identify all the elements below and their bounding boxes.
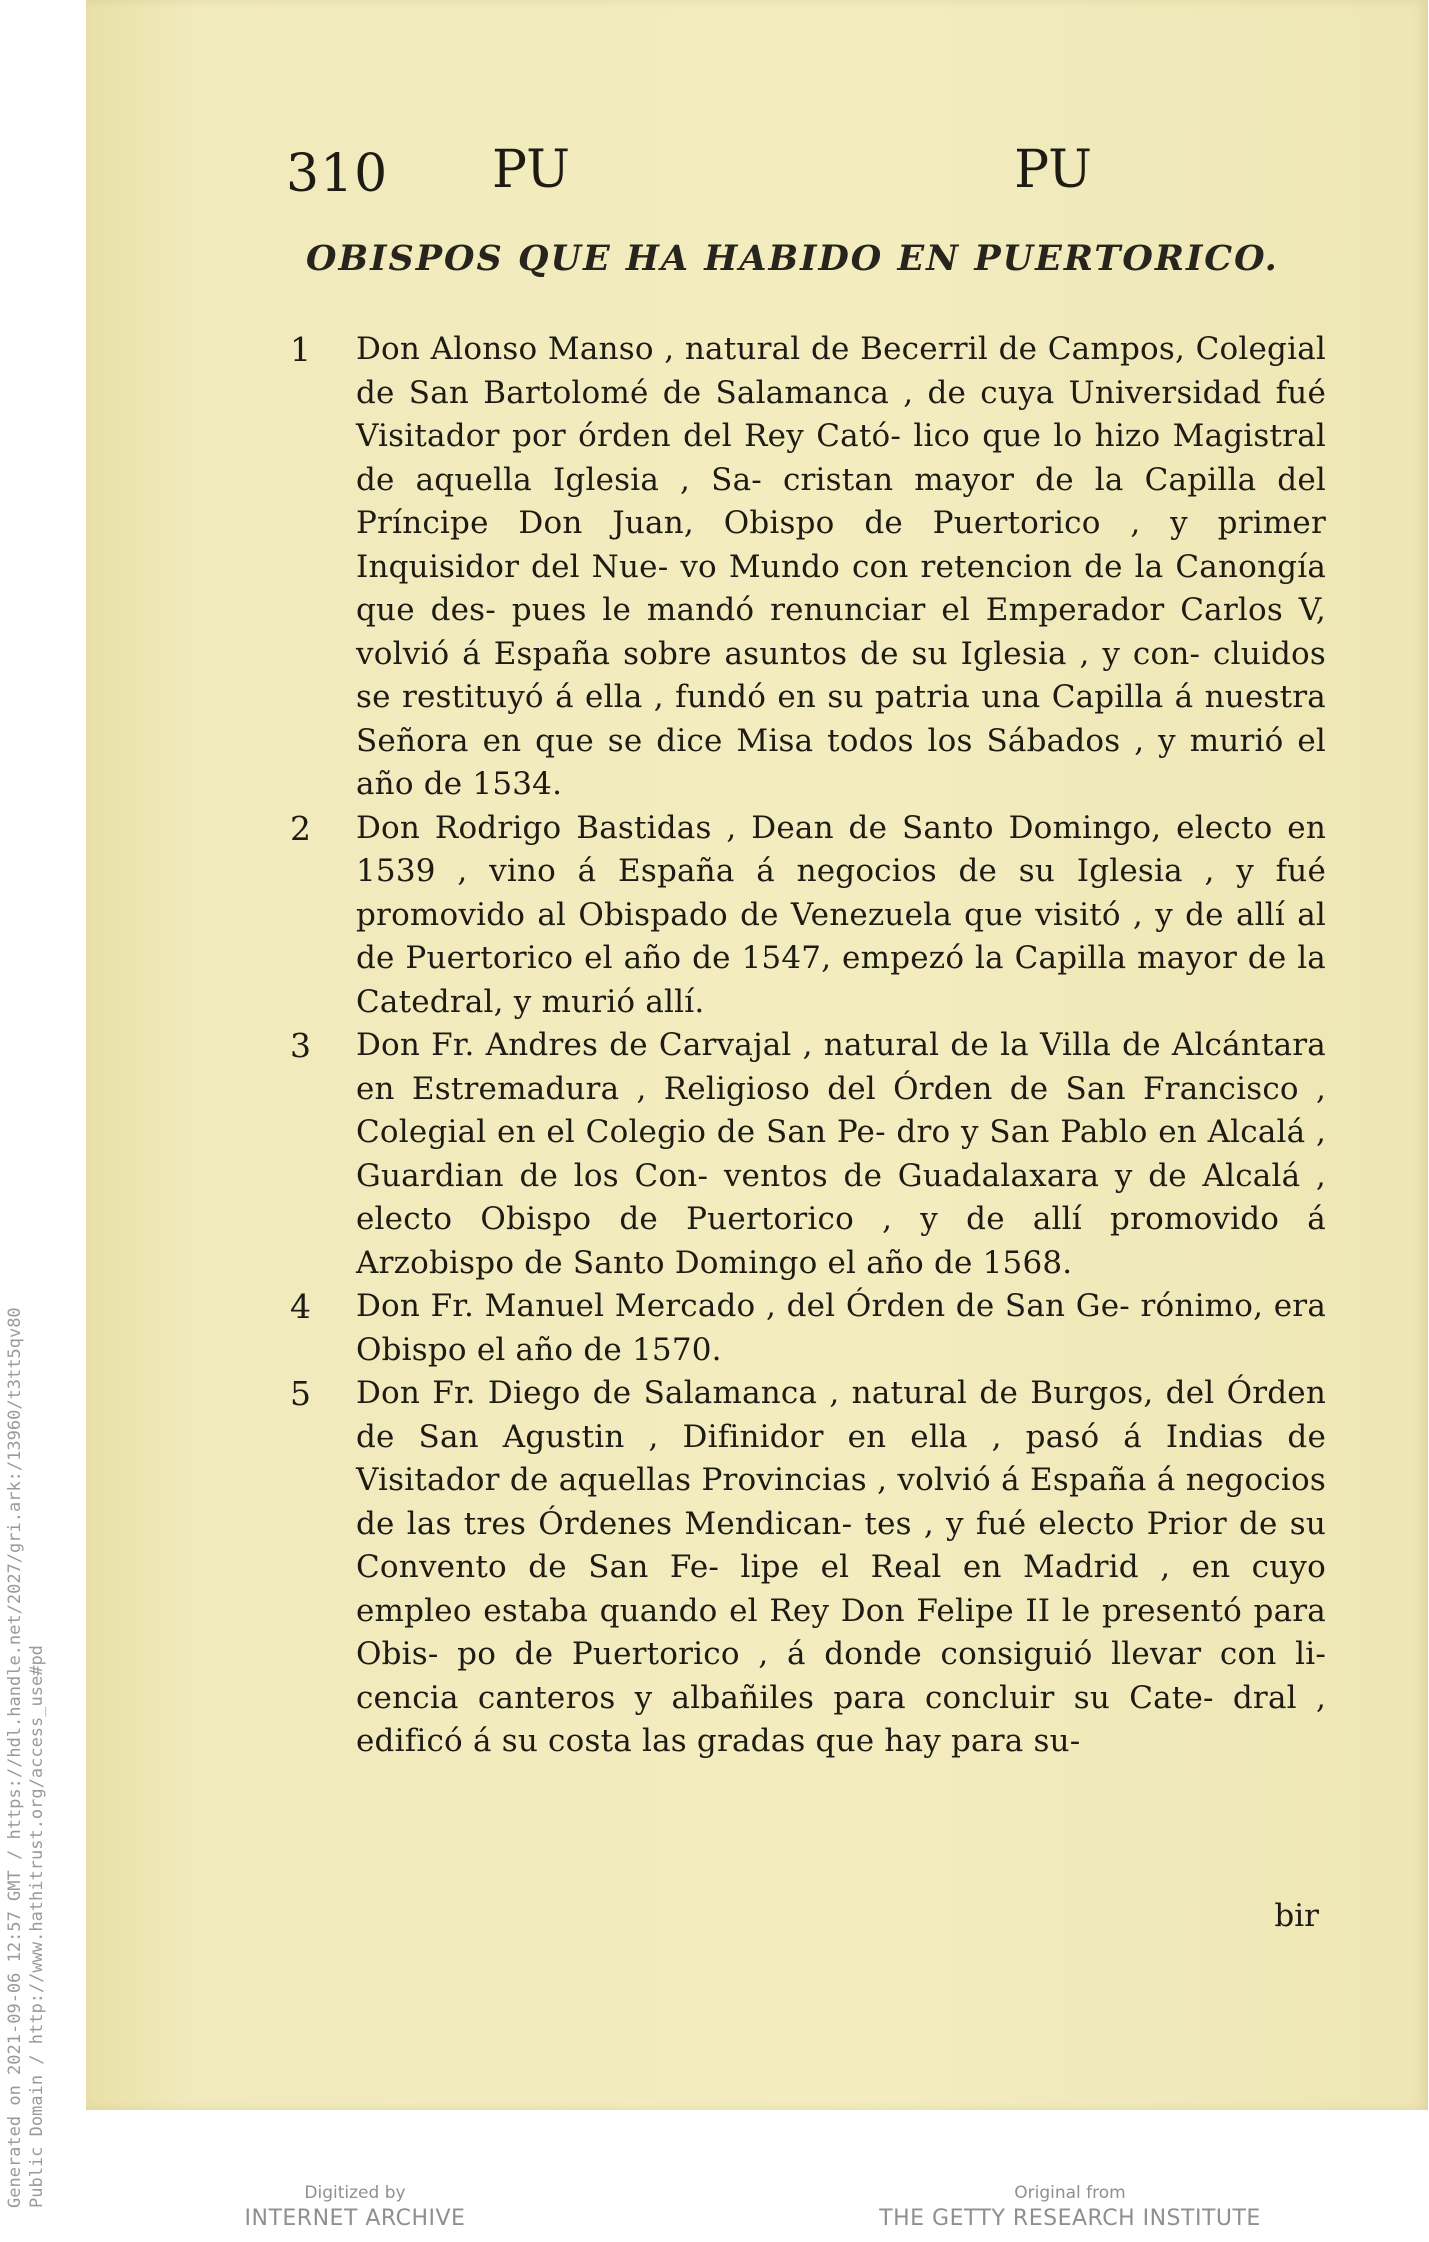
bishop-list: [290, 328, 1332, 1764]
original-from-label: Original from: [1014, 2183, 1126, 2203]
original-from-credit: [870, 2182, 1270, 2234]
section-title: OBISPOS QUE HA HABIDO EN PUERTORICO.: [306, 238, 1279, 279]
catchword: bir: [1274, 1898, 1319, 1934]
entry-text: Don Rodrigo Bastidas , Dean de Santo Domingo, electo en 1539 , vino á España á negocios de su Iglesia , y fué promovido al Obispado de Venezuela que visitó , y de allí al de Puertorico el año de 1547, empezó la Capilla mayor de la Catedral, y murió allí.: [356, 809, 1326, 1020]
entry-number: 4: [290, 1287, 311, 1326]
entry-text: Don Alonso Manso , natural de Becerril de Campos, Colegial de San Bartolomé de Salamanca , de cuya Universidad fué Visitador por órden del Rey Cató- lico que lo hizo Magistral de aquella Iglesia , Sa- cristan mayor de la Capilla del Príncipe Don Juan, Obispo de Puertorico , y primer Inquisidor del Nue- vo Mundo con retencion de la Canongía que des- pues le mandó renunciar el Emperador Carlos V, volvió á España sobre asuntos de su Iglesia , y con- cluidos se restituyó á ella , fundó en su patria una Capilla á nuestra Señora en que se dice Misa todos los Sábados , y murió el año de 1534.: [356, 331, 1326, 802]
entry-number: 2: [290, 808, 311, 848]
list-item: [290, 807, 1332, 1025]
running-head-right: PU: [1014, 140, 1092, 200]
digitized-by-label: Digitized by: [304, 2183, 406, 2203]
list-item: [290, 1372, 1332, 1764]
entry-number: 5: [290, 1374, 311, 1413]
generation-stamp-line1: Generated on 2021-09-06 12:57 GMT / https://hdl.handle.net/2027/gri.ark:/13960/t3tt5qv80: [5, 1307, 25, 2208]
entry-text: Don Fr. Diego de Salamanca , natural de Burgos, del Órden de San Agustin , Difinidor en ella , pasó á Indias de Visitador de aquellas Provincias , volvió á España á negocios de las tres Órdenes Mendican- tes , y fué electo Prior de su Convento de San Fe- lipe el Real en Madrid , en cuyo empleo estaba quando el Rey Don Felipe II le presentó para Obis- po de Puertorico , á donde consiguió llevar con li- cencia canteros y albañiles para concluir su Cate- dral , edificó á su costa las gradas que hay para su-: [356, 1375, 1326, 1759]
entry-text: Don Fr. Andres de Carvajal , natural de la Villa de Alcántara en Estremadura , Religioso del Órden de San Francisco , Colegial en el Colegio de San Pe- dro y San Pablo en Alcalá , Guardian de los Con- ventos de Guadalaxara y de Alcalá , electo Obispo de Puertorico , y de allí promovido á Arzobispo de Santo Domingo el año de 1568.: [356, 1027, 1326, 1281]
entry-text: Don Fr. Manuel Mercado , del Órden de San Ge- rónimo, era Obispo el año de 1570.: [356, 1288, 1326, 1368]
list-item: [290, 328, 1332, 807]
page-number: 310: [286, 144, 389, 204]
source-institution: THE GETTY RESEARCH INSTITUTE: [879, 2206, 1261, 2231]
page-header: [286, 140, 1102, 210]
running-head-left: PU: [492, 140, 570, 200]
entry-number: 3: [290, 1026, 311, 1065]
list-item: [290, 1285, 1332, 1372]
generation-stamp-line2: Public Domain / http://www.hathitrust.org/access_use#pd: [27, 1645, 47, 2208]
generation-stamp: [4, 1008, 48, 2208]
digitized-by-credit: [240, 2182, 470, 2234]
digitizer-name: INTERNET ARCHIVE: [244, 2206, 466, 2231]
list-item: [290, 1024, 1332, 1285]
entry-number: 1: [290, 330, 311, 369]
